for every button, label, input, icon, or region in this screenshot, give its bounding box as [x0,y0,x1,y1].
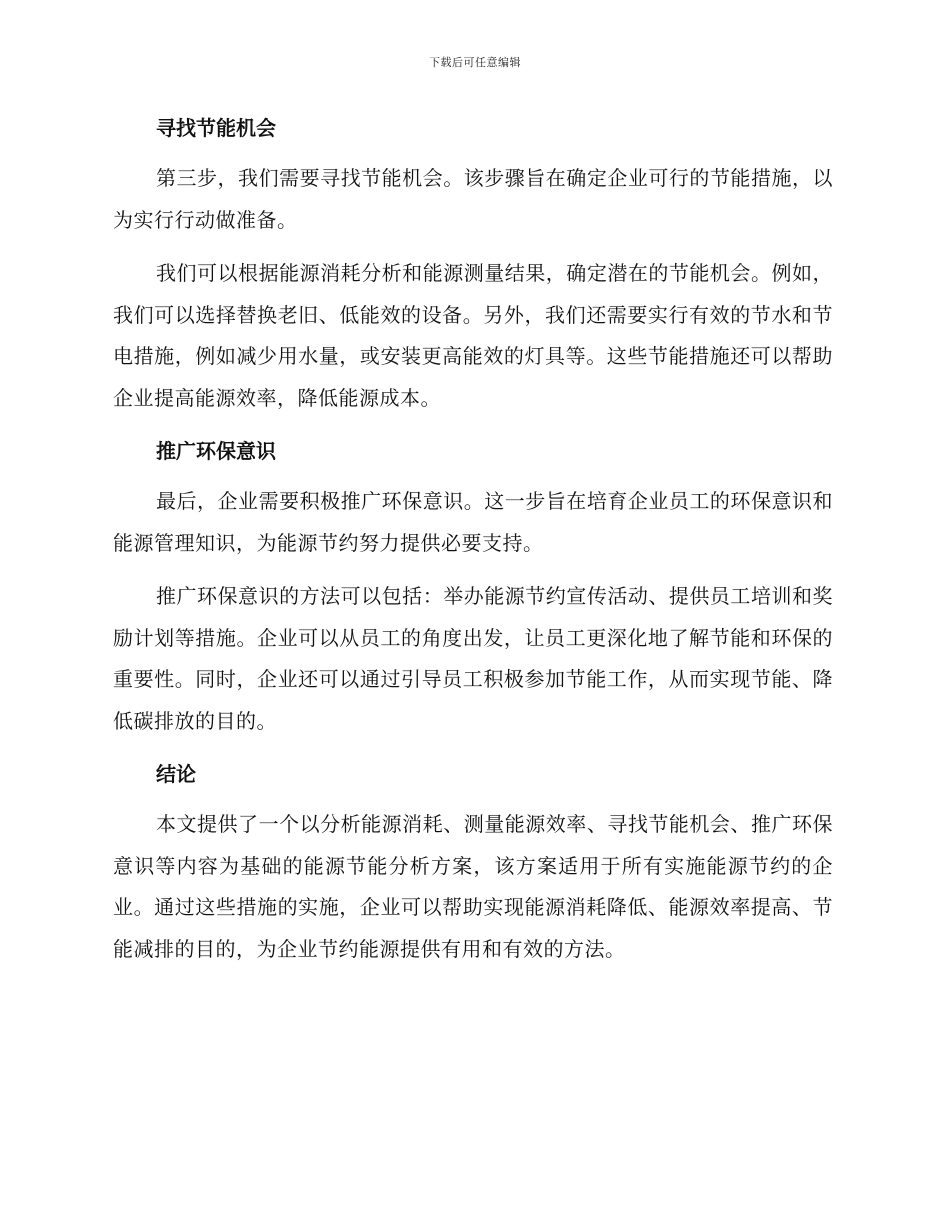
section-energy-saving-opportunities [113,108,833,419]
section-conclusion [113,754,833,970]
paragraph: 我们可以根据能源消耗分析和能源测量结果，确定潜在的节能机会。例如，我们可以选择替换老旧、低能效的设备。另外，我们还需要实行有效的节水和节电措施，例如减少用水量，或安装更高能效的灯具等。这些节能措施还可以帮助企业提高能源效率，降低能源成本。 [113,261,833,410]
paragraph: 本文提供了一个以分析能源消耗、测量能源效率、寻找节能机会、推广环保意识等内容为基础的能源节能分析方案，该方案适用于所有实施能源节约的企业。通过这些措施的实施，企业可以帮助实现能源消耗降低、能源效率提高、节能减排的目的，为企业节约能源提供有用和有效的方法。 [113,812,833,961]
page-header-note: 下载后可任意编辑 [429,56,521,69]
paragraph: 最后，企业需要积极推广环保意识。这一步旨在培育企业员工的环保意识和能源管理知识，为能源节约努力提供必要支持。 [113,489,833,555]
document-body [113,108,833,982]
paragraph: 第三步，我们需要寻找节能机会。该步骤旨在确定企业可行的节能措施，以为实行行动做准备。 [113,166,833,232]
paragraph: 推广环保意识的方法可以包括：举办能源节约宣传活动、提供员工培训和奖励计划等措施。企业可以从员工的角度出发，让员工更深化地了解节能和环保的重要性。同时，企业还可以通过引导员工积极参加节能工作，从而实现节能、降低碳排放的目的。 [113,584,833,733]
section-environmental-awareness [113,431,833,742]
section-heading: 结论 [156,762,196,786]
section-heading: 推广环保意识 [156,439,276,463]
section-heading: 寻找节能机会 [156,116,276,140]
